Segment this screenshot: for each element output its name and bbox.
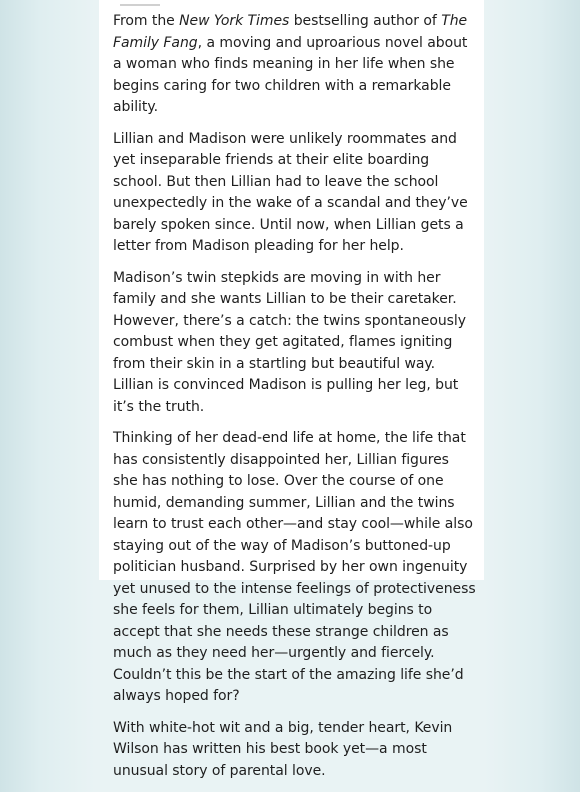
book-title: The Family Fang (113, 13, 468, 51)
newspaper-title: New York Times (179, 13, 290, 29)
intro-text-3: , a moving and uproarious novel about a woman who finds meaning in her life when she begins caring for two children with a remarkable ability. (113, 34, 468, 115)
intro-text-2: bestselling author of (289, 13, 442, 29)
description-paragraph-2: Lillian and Madison were unlikely roommates and yet inseparable friends at their elite boarding school. But then Lillian had to leave the school unexpectedly in the wake of a scandal and they’ve barely spoken since. Until now, when Lillian gets a letter from Madison pleading for her help. (113, 130, 468, 254)
description-paragraph-5: With white-hot wit and a big, tender heart, Kevin Wilson has written his best book yet—a most unusual story of parental love. (113, 719, 453, 779)
description-paragraph-4: Thinking of her dead-end life at home, the life that has consistently disappointed her, Lillian figures she has nothing to lose. Over the course of one humid, demanding summer, Lillian and the twins learn to trust each other—and stay cool—while also staying out of the way of Madison’s buttoned-up politician husband. Surprised by her own ingenuity yet unused to the intense feelings of protectiveness she feels for them, Lillian ultimately begins to accept that she needs these strange children as much as they need her—urgently and fiercely. Couldn’t this be the start of the amazing life she’d always hoped for? (113, 430, 476, 704)
clipped-text-fragment (120, 0, 160, 6)
intro-text-1: From the (113, 13, 180, 29)
description-paragraph-3: Madison’s twin stepkids are moving in with her family and she wants Lillian to be their caretaker. However, there’s a catch: the twins spontaneously combust when they get agitated, flames igniting from their skin in a startling but beautiful way. Lillian is convinced Madison is pulling her leg, but it’s the truth. (113, 269, 466, 415)
book-description-page (99, 0, 484, 779)
description-paragraph-1 (113, 11, 477, 119)
book-description-text (113, 11, 477, 792)
